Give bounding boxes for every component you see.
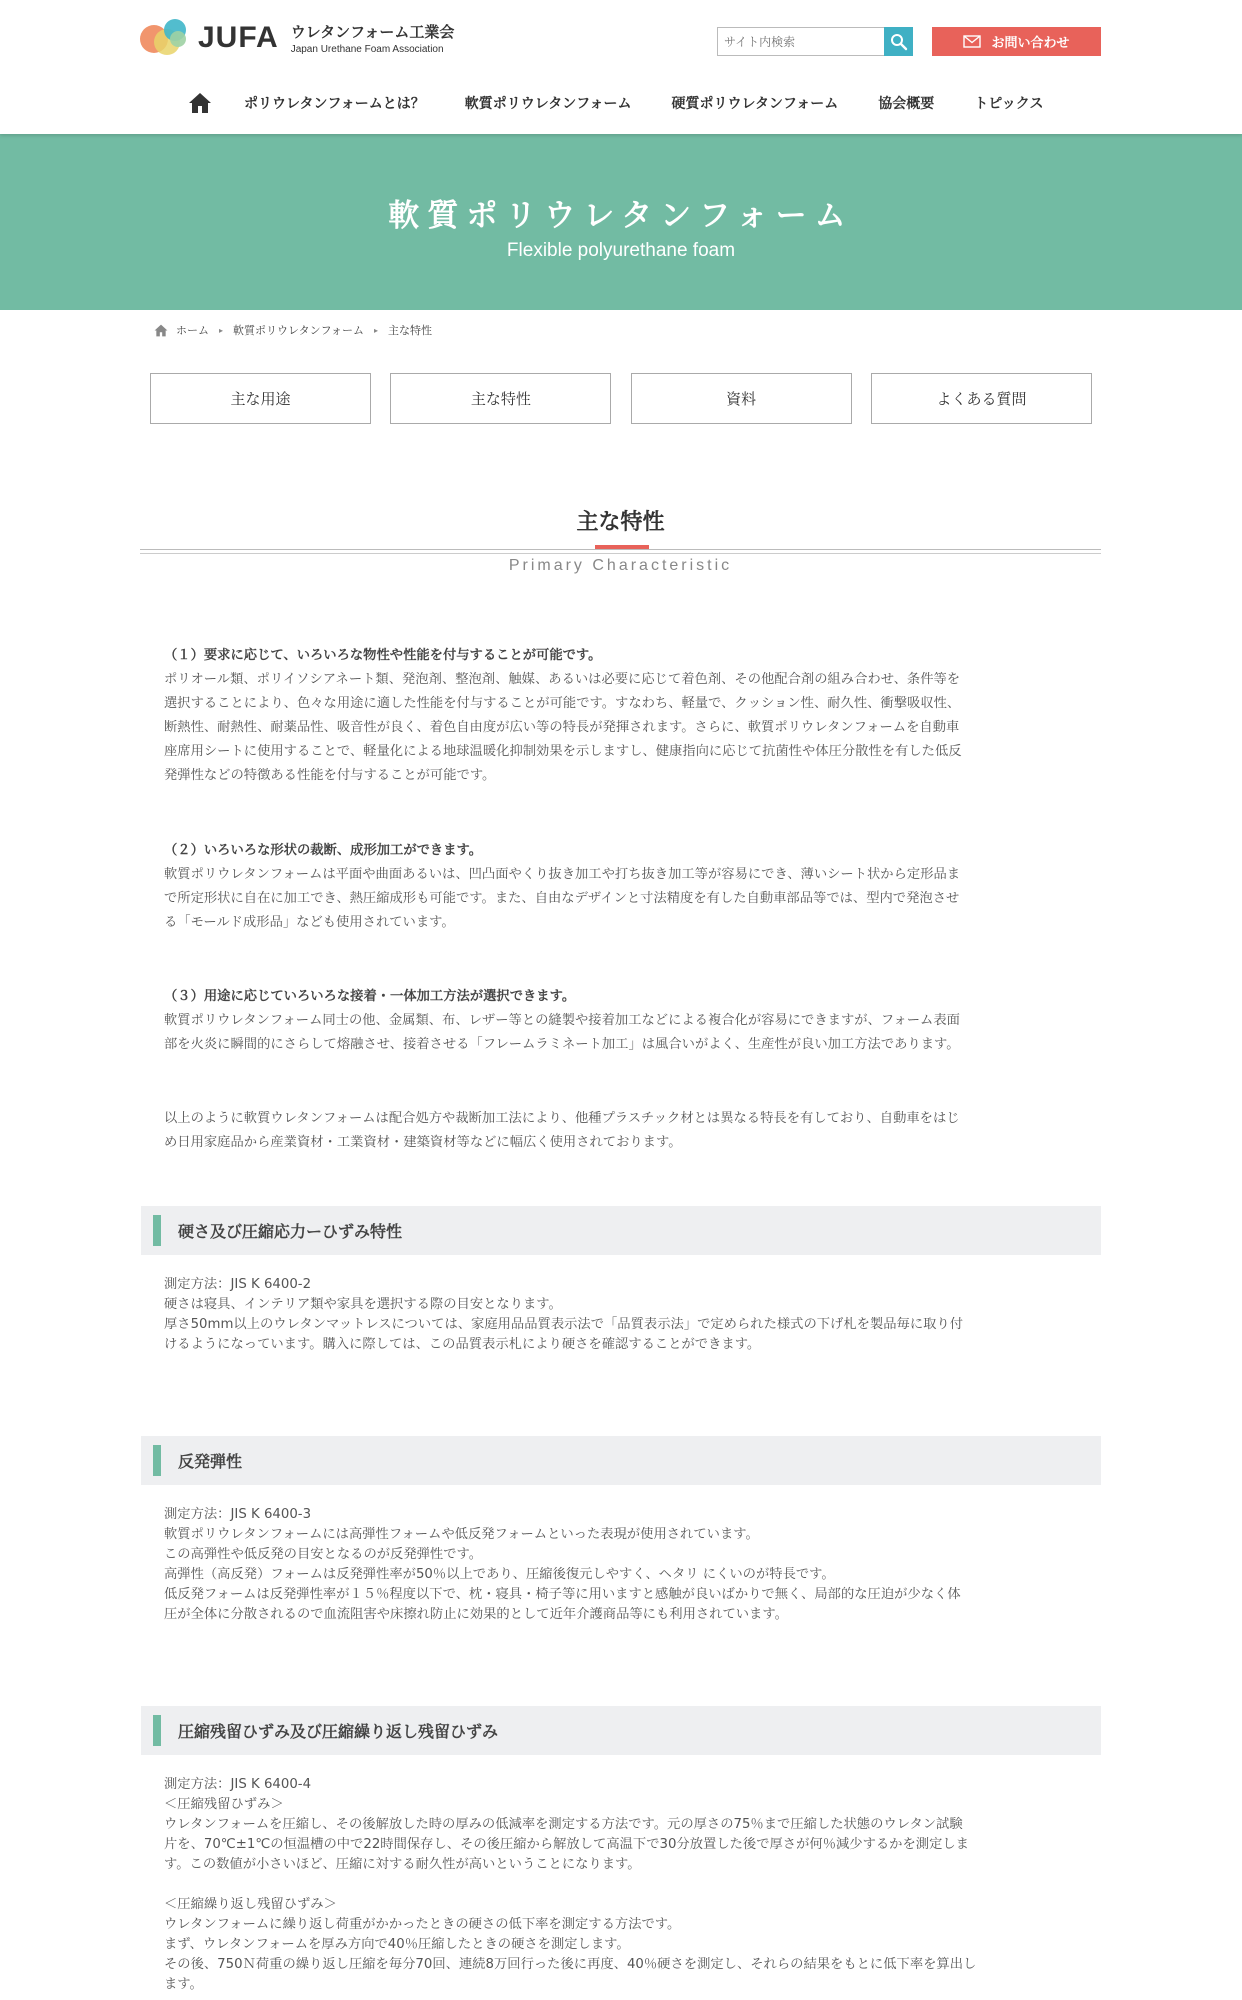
logo-en: Japan Urethane Foam Association bbox=[290, 44, 444, 55]
subsection-marker bbox=[153, 1715, 161, 1746]
subsection-marker bbox=[153, 1215, 161, 1246]
text-line: 測定方法：JIS K 6400-3 bbox=[164, 1507, 312, 1522]
text-line: め日用家庭品から産業資材・工業資材・建築資材等などに幅広く使用されております。 bbox=[164, 1135, 682, 1150]
contact-button[interactable] bbox=[932, 27, 1101, 56]
text-line: 軟質ポリウレタンフォームには高弾性フォームや低反発フォームといった表現が使用されています。 bbox=[164, 1527, 759, 1542]
breadcrumb-separator-icon: ▸ bbox=[219, 325, 224, 335]
feature-paragraph bbox=[164, 644, 1074, 788]
text-line: 軟質ポリウレタンフォーム同士の他、金属類、布、レザー等との縫製や接着加工などによる複合化が容易にできますが、フォーム表面 bbox=[164, 1013, 960, 1028]
hero-subtitle: Flexible polyurethane foam bbox=[506, 240, 736, 261]
breadcrumb bbox=[154, 320, 432, 340]
section-title bbox=[140, 505, 1101, 574]
nav-item-flexible[interactable]: 軟質ポリウレタンフォーム bbox=[464, 96, 632, 112]
home-icon bbox=[188, 92, 212, 114]
contact-label: お問い合わせ bbox=[991, 36, 1070, 51]
breadcrumb-home[interactable]: ホーム bbox=[176, 324, 209, 337]
breadcrumb-flexible[interactable]: 軟質ポリウレタンフォーム bbox=[233, 324, 365, 337]
title-rule bbox=[140, 549, 1101, 550]
sub-nav-tabs bbox=[150, 373, 1092, 424]
subsection-body bbox=[164, 1505, 1079, 1625]
text-line: まず、ウレタンフォームを厚み方向で40％圧縮したときの硬さを測定します。 bbox=[164, 1937, 630, 1952]
text-line: 座席用シートに使用することで、軽量化による地球温暖化抑制効果を示しますし、健康指向に応じて抗菌性や体圧分散性を有した低反 bbox=[164, 744, 962, 759]
subsection-title: 硬さ及び圧縮応力ーひずみ特性 bbox=[178, 1222, 403, 1241]
text-line: ウレタンフォームに繰り返し荷重がかかったときの硬さの低下率を測定する方法です。 bbox=[164, 1917, 681, 1932]
subsection-header bbox=[141, 1436, 1101, 1485]
text-line: けるようになっています。購入に際しては、この品質表示札により硬さを確認することができます。 bbox=[164, 1337, 761, 1352]
nav-item-association[interactable]: 協会概要 bbox=[878, 96, 935, 112]
site-search bbox=[717, 27, 913, 56]
text-line: 厚さ50mm以上のウレタンマットレスについては、家庭用品品質表示法で「品質表示法」で定められた様式の下げ札を製品毎に取り付 bbox=[164, 1317, 964, 1332]
summary-paragraph bbox=[164, 1107, 1074, 1155]
text-line: ポリオール類、ポリイソシアネート類、発泡剤、整泡剤、触媒、あるいは必要に応じて着色剤、その他配合剤の組み合わせ、条件等を bbox=[164, 672, 961, 687]
nav-item-topics[interactable]: トピックス bbox=[974, 96, 1044, 112]
text-line: で所定形状に自在に加工でき、熱圧縮成形も可能です。また、自由なデザインと寸法精度を有した自動車部品等では、型内で発泡させ bbox=[164, 891, 960, 906]
logo-jp: ウレタンフォーム工業会 bbox=[290, 23, 455, 41]
section-title-jp: 主な特性 bbox=[576, 510, 665, 535]
text-line: ウレタンフォームを圧縮し、その後解放した時の厚みの低減率を測定する方法です。元の厚さの75％まで圧縮した状態のウレタン試験 bbox=[164, 1817, 963, 1832]
logo-subtitle bbox=[291, 21, 455, 55]
text-line: 以上のように軟質ウレタンフォームは配合処方や裁断加工法により、他種プラスチック材とは異なる特長を有しており、自動車をはじ bbox=[164, 1111, 960, 1126]
site-header bbox=[0, 0, 1242, 134]
subsection-body bbox=[164, 1775, 1079, 1995]
search-icon bbox=[890, 33, 908, 51]
hero-banner bbox=[0, 134, 1242, 310]
text-line: 断熱性、耐熱性、耐薬品性、吸音性が良く、着色自由度が広い等の特長が発揮されます。さらに、軟質ポリウレタンフォームを自動車 bbox=[164, 720, 960, 735]
title-rule bbox=[140, 553, 1101, 554]
text-line: 高弾性（高反発）フォームは反発弾性率が50％以上であり、圧縮後復元しやすく、ヘタリ にくいのが特長です。 bbox=[164, 1567, 835, 1582]
text-line: 測定方法：JIS K 6400-4 bbox=[164, 1777, 312, 1792]
logo-mark-icon bbox=[140, 17, 196, 59]
text-line: その後、750Ｎ荷重の繰り返し圧縮を毎分70回、連続8万回行った後に再度、40％硬さを測定し、それらの結果をもとに低下率を算出し bbox=[164, 1957, 977, 1972]
subsection-header bbox=[141, 1706, 1101, 1755]
hero-title: 軟質ポリウレタンフォーム bbox=[388, 198, 854, 234]
tab-applications[interactable]: 主な用途 bbox=[150, 373, 371, 424]
logo-text: JUFA bbox=[198, 21, 279, 54]
text-line: 発弾性などの特徴ある性能を付与することが可能です。 bbox=[164, 768, 496, 783]
text-line: 測定方法：JIS K 6400-2 bbox=[164, 1277, 312, 1292]
subsection-title: 圧縮残留ひずみ及び圧縮繰り返し残留ひずみ bbox=[178, 1722, 499, 1741]
text-line: る「モールド成形品」なども使用されています。 bbox=[164, 915, 455, 930]
feature-heading: （１）要求に応じて、いろいろな物性や性能を付与することが可能です。 bbox=[164, 648, 602, 663]
text-line: ＜圧縮残留ひずみ＞ bbox=[164, 1797, 284, 1812]
text-line: 低反発フォームは反発弾性率が１５％程度以下で、枕・寝具・椅子等に用いますと感触が良いばかりで無く、局部的な圧迫が少なく体 bbox=[164, 1587, 961, 1602]
site-logo[interactable] bbox=[140, 16, 454, 60]
subsection-body bbox=[164, 1275, 1079, 1355]
tab-faq[interactable]: よくある質問 bbox=[871, 373, 1092, 424]
tab-characteristics[interactable]: 主な特性 bbox=[390, 373, 611, 424]
nav-item-rigid[interactable]: 硬質ポリウレタンフォーム bbox=[671, 96, 839, 112]
text-line: この高弾性や低反発の目安となるのが反発弾性です。 bbox=[164, 1547, 483, 1562]
text-line: 片を、70℃±1℃の恒温槽の中で22時間保存し、その後圧縮から解放して高温下で30分放置した後で厚さが何％減少するかを測定しま bbox=[164, 1837, 969, 1852]
search-button[interactable] bbox=[884, 27, 913, 56]
subsection-title: 反発弾性 bbox=[178, 1452, 243, 1471]
mail-icon bbox=[963, 35, 981, 48]
text-line: 硬さは寝具、インテリア類や家具を選択する際の目安となります。 bbox=[164, 1297, 562, 1312]
text-line: す。この数値が小さいほど、圧縮に対する耐久性が高いということになります。 bbox=[164, 1857, 641, 1872]
breadcrumb-current: 主な特性 bbox=[388, 324, 433, 337]
main-nav bbox=[186, 88, 1084, 118]
feature-paragraph bbox=[164, 839, 1074, 935]
search-input[interactable] bbox=[717, 27, 884, 56]
section-title-en: Primary Characteristic bbox=[508, 557, 733, 574]
text-line: 軟質ポリウレタンフォームは平面や曲面あるいは、凹凸面やくり抜き加工や打ち抜き加工等が容易にでき、薄いシート状から定形品ま bbox=[164, 867, 961, 882]
nav-item-about-pu[interactable]: ポリウレタンフォームとは？ bbox=[244, 96, 425, 112]
feature-heading: （３）用途に応じていろいろな接着・一体加工方法が選択できます。 bbox=[164, 989, 576, 1004]
text-line: ＜圧縮繰り返し残留ひずみ＞ bbox=[164, 1897, 337, 1912]
text-line bbox=[164, 1875, 1079, 1895]
home-icon bbox=[154, 324, 168, 337]
text-line: 圧が全体に分散されるので血流阻害や床擦れ防止に効果的として近年介護商品等にも利用されています。 bbox=[164, 1607, 788, 1622]
nav-home[interactable] bbox=[186, 89, 214, 117]
feature-heading: （２）いろいろな形状の裁断、成形加工ができます。 bbox=[164, 843, 483, 858]
text-line: ます。 bbox=[164, 1977, 203, 1992]
tab-documents[interactable]: 資料 bbox=[631, 373, 852, 424]
text-line: 部を火炎に瞬間的にさらして熔融させ、接着させる「フレームラミネート加工」は風合いがよく、生産性が良い加工方法であります。 bbox=[164, 1037, 960, 1052]
subsection-header bbox=[141, 1206, 1101, 1255]
feature-paragraph bbox=[164, 985, 1074, 1057]
text-line: 選択することにより、色々な用途に適した性能を付与することが可能です。すなわち、軽量で、クッション性、耐久性、衝撃吸収性、 bbox=[164, 696, 961, 711]
breadcrumb-separator-icon: ▸ bbox=[374, 325, 379, 335]
subsection-marker bbox=[153, 1445, 161, 1476]
